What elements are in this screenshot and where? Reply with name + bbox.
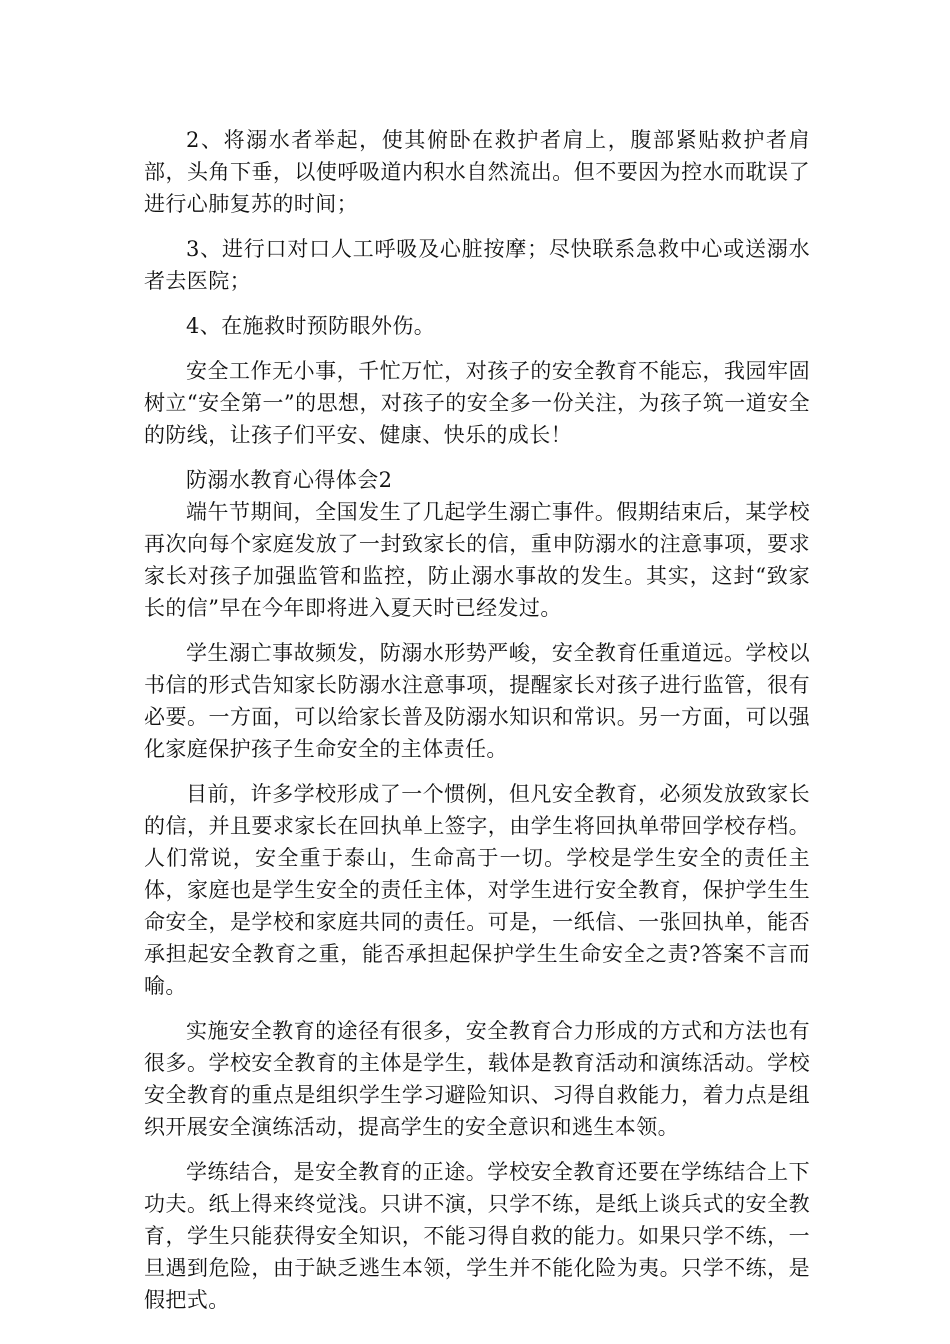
paragraph-step-3: 3、进行口对口人工呼吸及心脏按摩；尽快联系急救中心或送溺水者去医院； [144,237,810,293]
section-paragraph: 端午节期间，全国发生了几起学生溺亡事件。假期结束后，某学校再次向每个家庭发放了一封致家长的信，重申防溺水的注意事项，要求家长对孩子加强监管和监控，防止溺水事故的发生。其实，这封“致家长的信”早在今年即将进入夏天时已经发过。 [144,500,810,620]
paragraph-step-4: 4、在施救时预防眼外伤。 [186,314,436,338]
section-title: 防溺水教育心得体会2 [186,468,393,492]
section-paragraph: 实施安全教育的途径有很多，安全教育合力形成的方式和方法也有很多。学校安全教育的主体是学生，载体是教育活动和演练活动。学校安全教育的重点是组织学生学习避险知识、习得自救能力，着力点是组织开展安全演练活动，提高学生的安全意识和逃生本领。 [144,1019,810,1139]
section-paragraph: 学练结合，是安全教育的正途。学校安全教育还要在学练结合上下功夫。纸上得来终觉浅。只讲不演，只学不练，是纸上谈兵式的安全教育，学生只能获得安全知识，不能习得自救的能力。如果只学不练，一旦遇到危险，由于缺乏逃生本领，学生并不能化险为夷。只学不练，是假把式。 [144,1160,810,1312]
document-body [144,124,810,1316]
paragraph-step-2: 2、将溺水者举起，使其俯卧在救护者肩上，腹部紧贴救护者肩部，头角下垂，以使呼吸道内积水自然流出。但不要因为控水而耽误了进行心肺复苏的时间； [144,128,810,216]
section-paragraph: 学生溺亡事故频发，防溺水形势严峻，安全教育任重道远。学校以书信的形式告知家长防溺水注意事项，提醒家长对孩子进行监管，很有必要。一方面，可以给家长普及防溺水知识和常识。另一方面，可以强化家庭保护孩子生命安全的主体责任。 [144,641,810,761]
paragraph-summary: 安全工作无小事，千忙万忙，对孩子的安全教育不能忘，我园牢固树立“安全第一”的思想，对孩子的安全多一份关注，为孩子筑一道安全的防线，让孩子们平安、健康、快乐的成长！ [144,359,810,447]
section-paragraph: 目前，许多学校形成了一个惯例，但凡安全教育，必须发放致家长的信，并且要求家长在回执单上签字，由学生将回执单带回学校存档。人们常说，安全重于泰山，生命高于一切。学校是学生安全的责任主体，家庭也是学生安全的责任主体，对学生进行安全教育，保护学生生命安全，是学校和家庭共同的责任。可是，一纸信、一张回执单，能否承担起安全教育之重，能否承担起保护学生生命安全之责?答案不言而喻。 [144,782,810,998]
